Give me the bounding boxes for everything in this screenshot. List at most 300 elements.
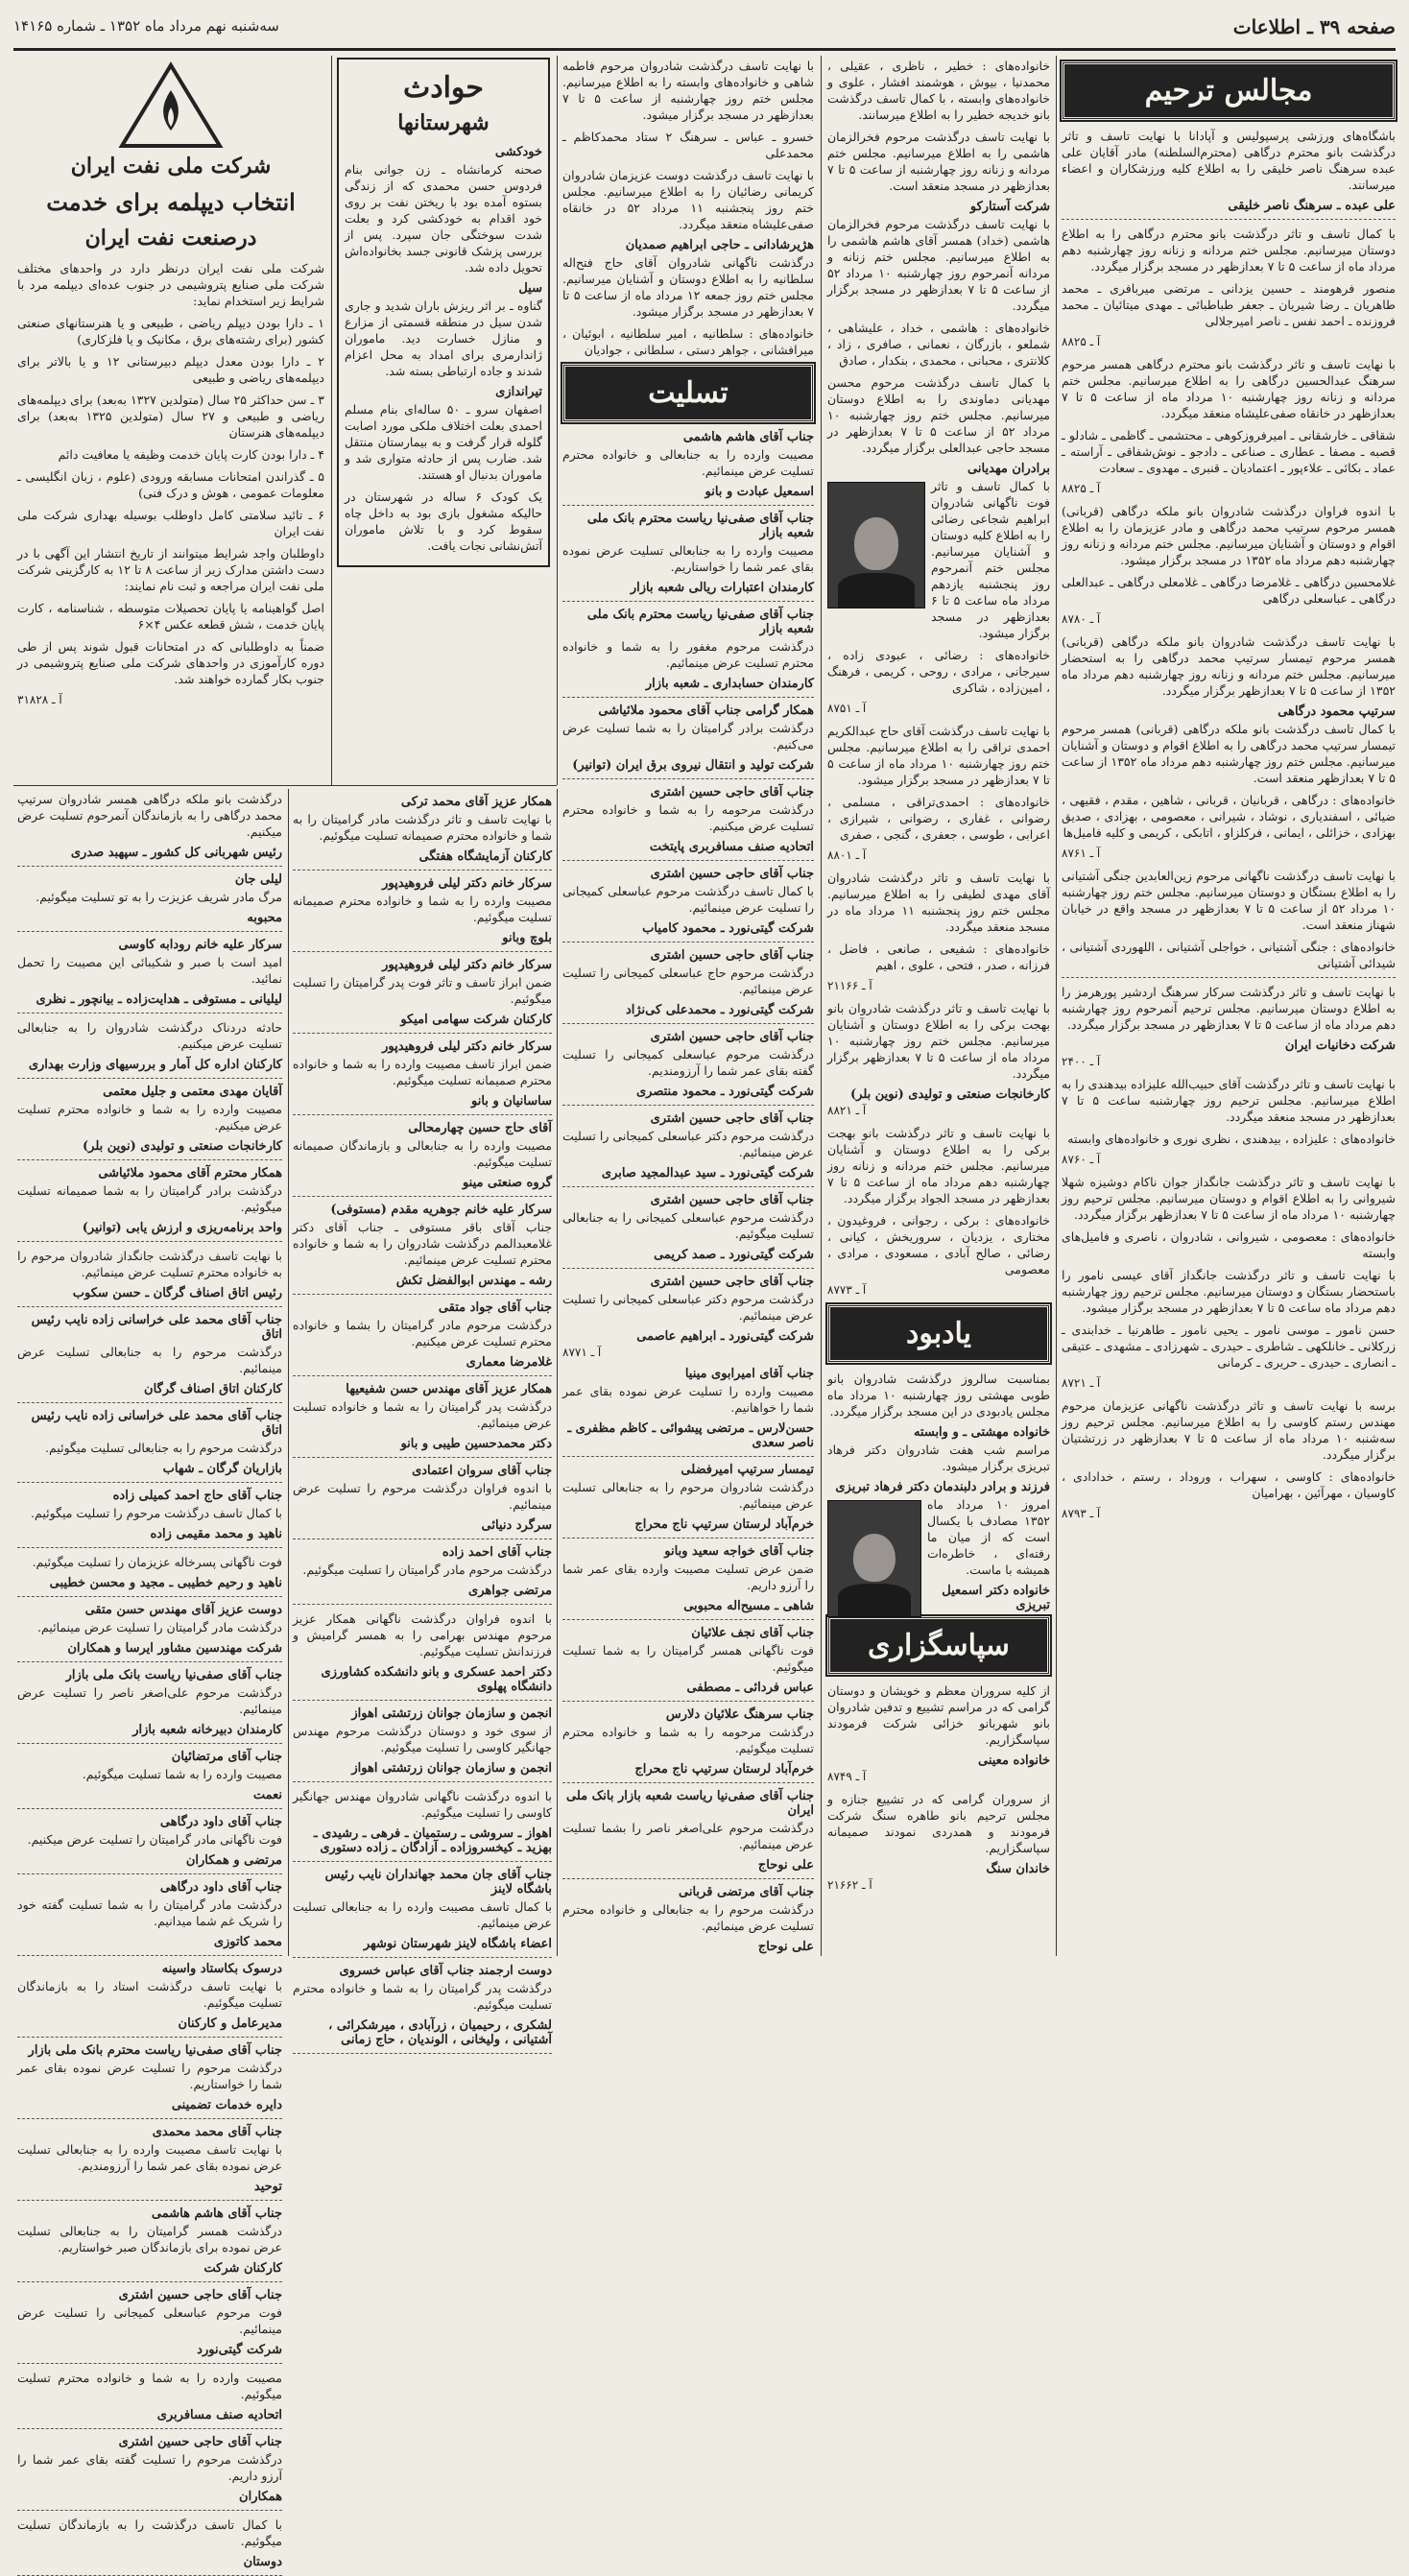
- condolence-text: درگذشت برادر گرامیتان را به شما صمیمانه تسلیت میگوئیم.: [17, 1183, 282, 1214]
- notice-text: با نهایت تاسف و تاثر درگذشت سرکار سرهنگ اردشیر پورهرمز را به اطلاع دوستان میرسانیم. مجلس ترحیم آنمرحوم روز چهارشنبه دهم مرداد ماه از ساعت ۵ تا ۷ بعدازظهر در مسجد برگزار میگردد.: [1062, 985, 1396, 1032]
- divider: [293, 1538, 552, 1539]
- condolence-sender: کارکنان اداره کل آمار و بررسیهای وزارت بهداری: [28, 1058, 282, 1072]
- notice-signature: خاندان سنگ: [986, 1862, 1050, 1876]
- ad-text: داوطلبان واجد شرایط میتوانند از تاریخ انتشار این آگهی با در دست داشتن مدارک زیر از ساعت ۸ تا ۱۲ به کارگزینی شرکت ملی نفت ایران مراجعه و ثبت نام نمایند:: [17, 546, 324, 593]
- condolence-text: فوت مرحوم عباسعلی کمیجانی را تسلیت عرض مینمائیم.: [17, 2305, 282, 2336]
- condolence-sender: کارکنان شرکت: [203, 2261, 282, 2276]
- condolence-entry: [17, 1248, 282, 1307]
- notice-text: از سروران گرامی که در تشییع جنازه و مجلس ترحیم بانو طاهره سنگ شرکت فرمودند و همدردی نمودند صمیمانه سپاسگزاریم.: [827, 1792, 1050, 1855]
- condolence-text: درگذشت برادر گرامیتان را به شما تسلیت عرض می‌کنیم.: [562, 721, 814, 751]
- divider: [1062, 977, 1396, 978]
- condolence-recipient: جناب آقای خواجه سعید وبانو: [664, 1544, 814, 1559]
- news-headline: سیل: [518, 281, 542, 296]
- notice-text: با نهایت تاسف و تاثر درگذشت بانو بهجت برکی را به اطلاع دوستان و آشنایان میرسانیم. مجلس ختم مردانه و زنانه روز چهارشنبه دهم مرداد ماه از ساعت ۵ تا ۷ بعدازظهر در مسجد الجواد برگزار میگردد.: [827, 1126, 1050, 1205]
- notice-names: خانواده‌های : علیزاده ، بیدهندی ، نظری نوری و خانواده‌های وابسته: [1067, 1132, 1396, 1146]
- condolence-sender: شرکت گیتی‌نورد ـ محمود منتصری: [635, 1085, 814, 1099]
- notice-signature: خانواده معینی: [978, 1753, 1050, 1768]
- condolence-text: فوت ناگهانی همسر گرامیتان را به شما تسلیت میگوئیم.: [562, 1643, 814, 1674]
- notice-names: خانواده‌های : هاشمی ، خداد ، علیشاهی ، شملعو ، بازرگان ، نعمانی ، صافری ، زاد ، کلانتری ، محبانی ، محمدی ، بنکدار ، صادق: [827, 321, 1050, 368]
- divider: [17, 1873, 282, 1874]
- divider: [293, 1781, 552, 1782]
- condolence-recipient: آقایان مهدی معتمی و جلیل معتمی: [103, 1085, 282, 1099]
- ad-condition: ۶ ـ تائید سلامتی کامل داوطلب بوسیله بهداری شرکت ملی نفت ایران: [17, 508, 324, 538]
- condolence-recipient: همکار گرامی جناب آقای محمود ملائیاشی: [598, 704, 814, 718]
- condolence-text: با اندوه درگذشت ناگهانی شادروان مهندس جهانگیر کاوسی را تسلیت میگوئیم.: [293, 1789, 552, 1820]
- condolence-entry: [293, 1464, 552, 1539]
- divider: [17, 1159, 282, 1160]
- notice-text: با نهایت تاسف و تاثر درگذشت بانو محترم درگاهی همسر مرحوم سرهنگ عبدالحسین درگاهی را به اطلاع میرسانیم. مجلس ختم مردانه و زنانه روز چهارشنبه ۱۰ مرداد ماه از ساعت ۵ تا ۷ بعدازظهر در خانقاه صفی‌علیشاه منعقد میگردد.: [1062, 357, 1396, 420]
- section-banner: تسلیت: [562, 364, 814, 422]
- divider: [293, 1457, 552, 1458]
- condolence-text: درگذشت مرحوم مادر گرامیتان را تسلیت میگوئیم.: [302, 1562, 552, 1577]
- condolence-entry: [293, 1203, 552, 1295]
- notice-names: حسن نامور ـ موسی نامور ـ یحیی نامور ـ طاهرنیا ـ خدابندی ـ زرکلانی ـ خانلکهی ـ شاطری ـ حیدری ـ شهرزادی ـ مشهدی ـ عتیقی ـ انصاری ـ حیدری ـ حریری ـ کرمانی: [1062, 1323, 1396, 1370]
- section-banner: یادبود: [827, 1304, 1050, 1363]
- condolence-text: فوت ناگهانی مادر گرامیتان را تسلیت عرض میکنیم.: [27, 1832, 282, 1847]
- bottom-col-b: [17, 791, 282, 2569]
- notice-text: امروز ۱۰ مرداد ماه ۱۳۵۲ مصادف با یکسال است که از میان ما رفته‌ای ، خاطره‌ات همیشه با ماست.: [927, 1497, 1050, 1577]
- condolence-recipient: جناب آقای هاشم هاشمی: [151, 2206, 282, 2221]
- divider: [17, 866, 282, 867]
- condolence-text: مصیبت وارده را به شما و خانواده محترم صمیمانه تسلیت میگوئیم.: [293, 894, 552, 924]
- notice-text: از کلیه سروران معظم و خویشان و دوستان گرامی که در مراسم تشییع و تدفین شادروان بانو شهربانو خزائی شرکت فرمودند سپاسگزاریم.: [827, 1683, 1050, 1747]
- divider: [562, 1619, 814, 1620]
- condolence-sender: شرکت گیتی‌نورد ـ سید عبدالمجید صابری: [601, 1166, 814, 1181]
- notice-code: آ ـ ۲۴۰۰: [1062, 1055, 1101, 1068]
- condolence-text: درگذشت مرحوم عباسعلی کمیجانی را تسلیت گفته بقای عمر شما را آرزومندیم.: [562, 1047, 814, 1078]
- condolence-sender: دکتر احمد عسکری و بانو دانشکده کشاورزی دانشگاه پهلوی: [321, 1665, 552, 1694]
- condolence-sender: اهواز ـ سروشی ـ رستمیان ـ فرهی ـ رشیدی ـ بهزید ـ کیخسروزاده ـ آزادگان ـ زاده دستوری: [313, 1826, 552, 1855]
- news-text: یک کودک ۶ ساله در شهرستان در حالیکه مشغول بازی بود به داخل چاه سقوط کرد و با تلاش ماموران آتش‌نشانی نجات یافت.: [345, 489, 542, 553]
- condolence-recipient: همکار عزیز آقای محمد ترکی: [400, 795, 552, 809]
- condolence-entry: [17, 1668, 282, 1744]
- condolence-sender: مدیرعامل و کارکنان: [178, 2016, 282, 2031]
- divider: [293, 870, 552, 871]
- condolence-text: مرگ مادر شریف عزیزت را به تو تسلیت میگوئیم.: [36, 890, 282, 904]
- condolence-sender: خرم‌آباد لرستان سرتیپ ناج محراج: [634, 1762, 814, 1777]
- condolence-recipient: سرکار خانم دکتر لیلی فروهیدپور: [382, 876, 552, 891]
- condolence-recipient: جناب آقای هاشم هاشمی: [682, 430, 814, 444]
- condolence-sender: دوستان: [243, 2555, 282, 2569]
- divider: [17, 1013, 282, 1014]
- notice-code: آ ـ ۸۷۶۰: [1062, 1153, 1101, 1166]
- condolence-entry: [17, 1603, 282, 1662]
- notice-text: با نهایت تاسف و تاثر درگذشت جانگداز جوان ناکام دوشیزه شهلا شیروانی را به اطلاع اقوام و دوستان میرسانیم. مجلس ترحیم روز چهارشنبه ۱۰ مرداد ماه از ساعت ۵ تا ۷ بعدازظهر برگزار میگردد.: [1062, 1175, 1396, 1222]
- notice-names: خانواده‌های : احمدی‌تراقی ، مسلمی ، رضوانی ، غفاری ، رضوانی ، شیرازی ، اعرابی ، طوسی ، جعفری ، گنجی ، صفری: [827, 795, 1050, 842]
- notice-code: آ ـ ۸۷۶۱: [1062, 847, 1101, 860]
- condolence-recipient: جناب آقای جواد متقی: [438, 1300, 552, 1315]
- notice-text: با اندوه فراوان درگذشت شادروان بانو ملکه درگاهی (قربانی) همسر مرحوم سرتیپ محمد درگاهی و مادر عزیزمان را به اطلاع اقوام و دوستان و آشنایان میرسانیم. مجلس ختم مردانه و زنانه روز چهارشنبه دهم مرداد ماه ۱۳۵۲ در مسجد برگزار میشود.: [1062, 504, 1396, 567]
- ad-code: آ ـ ۳۱۸۲۸: [17, 693, 62, 706]
- condolence-sender: همکاران: [239, 2490, 282, 2504]
- column-nioc-ad: [17, 58, 324, 779]
- condolence-entry: [293, 958, 552, 1034]
- condolence-recipient: جناب آقای امیرابوی مینیا: [684, 1367, 814, 1381]
- divider: [562, 697, 814, 698]
- notice-signature: شرکت آستارکو: [969, 200, 1050, 214]
- ad-title: انتخاب دیپلمه برای خدمت: [46, 188, 296, 216]
- condolence-text: جناب آقای باقر مستوفی ـ جناب آقای دکتر غلامعبدالمم درگذشت شادروان را به شما و خانواده محترم تسلیت عرض مینمائیم.: [293, 1220, 552, 1267]
- masthead: [13, 10, 1396, 51]
- condolence-entry: [17, 1085, 282, 1160]
- portrait-photo: [827, 482, 925, 608]
- condolence-text: از سوی خود و دوستان درگذشت مرحوم مهندس جهانگیر کاوسی را تسلیت میگوئیم.: [293, 1724, 552, 1754]
- column-notices: [827, 58, 1050, 1953]
- condolence-entry: [293, 1706, 552, 1782]
- portrait-shoulders: [838, 1584, 912, 1616]
- condolence-recipient: آقای حاج حسین چهارمحالی: [408, 1121, 552, 1135]
- condolence-entry: [293, 1300, 552, 1376]
- ad-condition: ۵ ـ گذراندن امتحانات مسابقه ورودی (علوم ، زبان انگلیسی ـ معلومات عمومی ، هوش و درک فنی): [17, 469, 324, 500]
- notice-names: خانواده‌های : جنگی آشتیانی ، خواجلی آشتیانی ، اللهوردی آشتیانی ، شیدائی آشتیانی: [1062, 940, 1396, 970]
- notice-signature: هژیرشادانی ـ حاجی ابراهیم صمدیان: [625, 238, 814, 252]
- condolence-text: مصیبت وارده را تسلیت عرض نموده بقای عمر شما را خواهانیم.: [562, 1384, 814, 1415]
- condolence-recipient: جناب آقای حاجی حسین اشتری: [650, 1193, 814, 1207]
- condolence-text: درگذشت مرحوم عباسعلی کمیجانی را به جنابعالی تسلیت میگوئیم.: [562, 1210, 814, 1241]
- divider: [562, 778, 814, 779]
- notice-signature: کارخانجات صنعتی و تولیدی (نوین بلر): [850, 1087, 1050, 1102]
- condolence-sender: کارخانجات صنعتی و تولیدی (نوین بلر): [83, 1139, 282, 1154]
- condolence-entry: [17, 1962, 282, 2038]
- column-rule: [331, 56, 332, 785]
- notice-code: آ ـ ۲۱۱۶۶: [827, 979, 872, 992]
- condolence-text: درگذشت مرحوم را به جنابعالی تسلیت عرض مینمائیم.: [17, 1345, 282, 1375]
- condolence-text: با نهایت تاسف درگذشت جانگداز شادروان مرحوم را به خانواده محترم تسلیت عرض مینمائیم.: [17, 1249, 282, 1279]
- bottom-col-a: [293, 791, 552, 2047]
- condolence-entry: [293, 1964, 552, 2054]
- condolence-recipient: جناب آقای حاج احمد کمیلی زاده: [112, 1489, 282, 1503]
- condolence-text: درگذشت مرحوم را تسلیت عرض نموده بقای عمر شما را خواستاریم.: [17, 2061, 282, 2091]
- condolence-sender: کارکنان شرکت سهامی امیکو: [400, 1013, 552, 1027]
- notice-text: مراسم شب هفت شادروان دکتر فرهاد تبریزی برگزار میشود.: [827, 1443, 1050, 1473]
- divider: [17, 2510, 282, 2511]
- news-text: گناوه ـ بر اثر ریزش باران شدید و جاری شدن سیل در منطقه قسمتی از مزارع و منازل خسارت دید. ماموران ژاندارمری برای امداد به محل اعزام شدند و جاده ارتباطی بسته شد.: [345, 298, 542, 378]
- divider: [293, 1114, 552, 1115]
- notice-names: خانواده‌های : کاوسی ، سهراب ، وروداد ، رستم ، خدادادی ، کاوسیان ، مهرآئین ، بهرامیان: [1062, 1469, 1396, 1500]
- condolence-sender: توحید: [253, 2180, 282, 2194]
- condolence-sender: دکتر محمدحسین طیبی و بانو: [400, 1437, 552, 1451]
- notice-text: با نهایت تاسف درگذشت شادروان مرحوم فاطمه شاهی و خانواده‌های وابسته را به اطلاع میرسانیم. مجلس ختم روز چهارشنبه از ساعت ۵ تا ۷ بعدازظهر در مسجد برگزار میشود.: [562, 59, 815, 122]
- condolence-text: با کمال تاسف درگذشت مرحوم را تسلیت میگوئیم.: [31, 1506, 282, 1520]
- notice-text: با نهایت تاسف و تاثر درگذشت شادروان آقای مهدی لطیفی را به اطلاع میرسانیم. مجلس ختم روز پنجشنبه ۱۱ مرداد ماه در مسجد منعقد میگردد.: [827, 871, 1050, 934]
- condolence-sender: بلوچ وبانو: [502, 931, 552, 945]
- flame-logo-icon: [118, 61, 224, 150]
- condolence-entry: [17, 938, 282, 1014]
- news-headline: تیراندازی: [495, 385, 542, 399]
- divider: [17, 2363, 282, 2364]
- condolence-text: درگذشت مرحوم حاج عباسعلی کمیجانی را تسلیت عرض مینمائیم.: [562, 966, 814, 996]
- condolence-recipient: لیلی جان: [234, 872, 282, 887]
- condolence-recipient: جناب سرهنگ علائیان دلارس: [665, 1707, 814, 1722]
- condolence-sender: سرگرد دنیائی: [481, 1518, 552, 1533]
- portrait-face: [854, 517, 898, 570]
- notice-code: آ ـ ۸۷۴۹: [827, 1770, 867, 1783]
- condolence-recipient: سرکار خانم دکتر لیلی فروهیدپور: [382, 958, 552, 972]
- condolence-sender: اتحادیه صنف مسافربری: [156, 2408, 282, 2422]
- condolence-sender: کارکنان آزمایشگاه هفتگی: [418, 849, 552, 864]
- condolence-text: مصیبت وارده را به شما و خانواده محترم تسلیت میگوئیم.: [17, 2371, 282, 2401]
- condolence-sender: رئیس شهربانی کل کشور ـ سپهبد صدری: [70, 846, 282, 860]
- condolence-sender: خرم‌آباد لرستان سرتیپ ناج محراج: [634, 1517, 814, 1532]
- condolence-recipient: جناب آقای صفی‌نیا ریاست محترم بانک ملی شعبه بازار: [586, 608, 814, 636]
- notice-text: با کمال تاسف درگذشت بانو ملکه درگاهی (قربانی) همسر مرحوم تیمسار سرتیپ محمد درگاهی را به اطلاع اقوام و دوستان و آشنایان میرسانیم. مجلس ختم روز چهارشنبه دهم مرداد ماه ۱۳۵۲ از ساعت ۵ تا ۷ بعدازظهر منعقد است.: [1062, 722, 1396, 785]
- condolence-sender: ناهید و محمد مقیمی زاده: [150, 1527, 282, 1541]
- condolence-recipient: همکار محترم آقای محمود ملائیاشی: [98, 1166, 282, 1181]
- condolence-recipient: سرکار علیه خانم جوهریه مقدم (مستوفی): [330, 1203, 552, 1217]
- divider: [562, 1268, 814, 1269]
- notice-names: شقاقی ـ خارشقانی ـ امیرفروزکوهی ـ محتشمی ـ گاظمی ـ شادلو ـ قصبه ـ مصفا ـ عطاری ـ صناعی ـ دادجو ـ نوش‌شفاقی ـ آراسته ـ عماد ـ بکائی ـ علاءپور ـ اعتمادیان ـ قنبری ـ مهدوی ـ سعادت: [1062, 428, 1396, 475]
- condolence-entry: [17, 1815, 282, 1874]
- divider: [562, 1456, 814, 1457]
- notice-signature: خانواده دکتر اسمعیل تبریزی: [942, 1584, 1050, 1612]
- condolence-entry: [17, 2435, 282, 2511]
- page-label: صفحه ۳۹ ـ اطلاعات: [1232, 15, 1396, 38]
- condolence-text: درگذشت مرحوم را به جنابعالی تسلیت میگوئیم.: [45, 1441, 282, 1455]
- notice-names: خانواده‌های : برکی ، رجوانی ، فروغیدون ، مختاری ، یزدیان ، سروریخش ، کیانی ، رضائی ، صالح آبادی ، مسعودی ، مرادی ، معصومی: [827, 1213, 1050, 1276]
- condolence-sender: شرکت گیتی‌نورد: [197, 2343, 282, 2357]
- condolence-text: با نهایت تاسف درگذشت استاد را به بازماندگان تسلیت میگوئیم.: [17, 1979, 282, 2010]
- condolence-entry: [293, 795, 552, 871]
- condolence-text: درگذشت مرحوم را تسلیت گفته بقای عمر شما را آرزو داریم.: [17, 2452, 282, 2483]
- section-rule: [13, 785, 557, 786]
- notice-code: آ ـ ۸۸۰۱: [827, 848, 867, 862]
- condolence-entry: [17, 1750, 282, 1809]
- divider: [562, 1105, 814, 1106]
- condolence-sender: واحد برنامه‌ریزی و ارزش یابی (توانیر): [82, 1221, 282, 1235]
- condolence-text: با کمال تاسف مصیبت وارده را به جنابعالی تسلیت عرض مینمائیم.: [293, 1899, 552, 1930]
- condolence-sender: کارکنان اتاق اصناف گرگان: [144, 1382, 282, 1396]
- divider: [562, 601, 814, 602]
- condolence-recipient: جناب آقای حاجی حسین اشتری: [650, 1275, 814, 1289]
- condolence-text: حادثه دردناک درگذشت شادروان را به جنابعالی تسلیت عرض میکنیم.: [17, 1020, 282, 1051]
- news-subtitle: شهرستانها: [397, 110, 490, 135]
- divider: [17, 2118, 282, 2119]
- notice-signature: سرتیپ محمود درگاهی: [1278, 704, 1396, 719]
- condolence-sender: نعمت: [252, 1788, 282, 1802]
- company-name: شرکت ملی نفت ایران: [70, 154, 272, 179]
- condolence-entry: [17, 1880, 282, 1956]
- divider: [17, 1482, 282, 1483]
- condolence-text: درگذشت مرحومه را به شما و خانواده محترم تسلیت عرض میکنیم.: [562, 802, 814, 833]
- condolence-sender: انجمن و سازمان جوانان زرتشتی اهواز: [351, 1761, 552, 1776]
- condolence-text: مصیبت وارده را به جنابعالی تسلیت عرض نموده بقای عمر شما را خواستاریم.: [562, 543, 814, 574]
- notice-text: با کمال تاسف و تاثر درگذشت بانو محترم درگاهی را به اطلاع دوستان میرسانیم. مجلس ختم مردانه و زنانه روز چهارشنبه دهم مرداد ماه از ساعت ۵ تا ۷ بعدازظهر در مسجد برگزار میگردد.: [1062, 227, 1396, 274]
- notice-text: با نهایت تاسف و تاثر درگذشت جانگداز آقای عیسی نامور را باستحضار بستگان و دوستان میرسانیم. مجلس ترحیم روز چهارشنبه دهم مرداد ماه ساعت ۵ تا ۷ بعدازظهر در مسجد برگزار میشود.: [1062, 1268, 1396, 1315]
- divider: [293, 1196, 552, 1197]
- news-headline: خودکشی: [494, 145, 542, 159]
- condolence-entry: [293, 1545, 552, 1605]
- notice-names: خانواده‌های : معصومی ، شیروانی ، شادروان ، ناصری و فامیل‌های وابسته: [1062, 1229, 1396, 1260]
- condolence-text: درگذشت همسر گرامیتان را به جنابعالی تسلیت عرض نموده برای بازماندگان صبر خواستاریم.: [17, 2224, 282, 2254]
- notice-names: خانواده‌های : درگاهی ، قربانیان ، قربانی ، شاهین ، مقدم ، فقیهی ، ضیائی ، اسفندیاری ، نوشاد ، شیرانی ، معصومی ، بهزادی ، صدیق بهزادی ، خزائلی ، ایمانی ، فرکلزاو ، اتابکی ، کریمی و کلیه فامیل‌ها: [1062, 793, 1396, 840]
- news-box: [337, 58, 550, 567]
- ad-text: اصل گواهینامه یا پایان تحصیلات متوسطه ، شناسنامه ، کارت پایان خدمت ، شش قطعه عکس ۴×۶: [17, 601, 324, 632]
- condolence-sender: اسمعیل عبادت و بانو: [704, 485, 814, 499]
- condolence-entry: [17, 1554, 282, 1597]
- notice-names: خانواده‌های : سلطانیه ، امیر سلطانیه ، ابوئیان ، میرافشانی ، جواهر دستی ، سلطانی ، جوادیان: [562, 326, 814, 357]
- condolence-text: با نهایت تاسف مصیبت وارده را به جنابعالی تسلیت عرض نموده بقای عمر شما را آرزومندیم.: [17, 2142, 282, 2173]
- ad-text: ضمناً به داوطلبانی که در امتحانات قبول شوند پس از طی دوره کارآموزی در واحدهای شرکت ملی صنایع پتروشیمی در جنوب بکار گمارده خواهند شد.: [17, 639, 324, 686]
- condolence-text: درگذشت مرحوم علی‌اصغر ناصر را تسلیت عرض مینمائیم.: [17, 1685, 282, 1716]
- condolence-recipient: جناب آقای سروان اعتمادی: [412, 1464, 552, 1478]
- condolence-text: با اندوه فراوان درگذشت ناگهانی همکار عزیز مرحوم مهندس بهرامی را به همسر گرامیش و فرزندانش تسلیت میگوئیم.: [293, 1611, 552, 1658]
- notice-text: با نهایت تاسف درگذشت ناگهانی مرحوم زین‌العابدین جنگی آشتیانی را به اطلاع بستگان و دوستان میرسانیم. مجلس ختم روز چهارشنبه ۱۰ مرداد ۵۲ از ساعت ۵ تا ۷ بعدازظهر در مسجد واقع در خیابان شهناز منعقد است.: [1062, 869, 1397, 932]
- condolence-text: با کمال تاسف درگذشت را به بازماندگان تسلیت میگوئیم.: [17, 2517, 282, 2548]
- notice-text: باشگاه‌های ورزشی پرسپولیس و آپادانا با نهایت تاسف و تاثر درگذشت بانو محترم درگاهی (محترم‌السلطنه) مادر آقایان علی عبده سرهنگ ناصر خلیقی را به اطلاع کلیه ورزشکاران و اعضاء میرسانند.: [1062, 129, 1396, 192]
- condolence-sender: ساسانیان و بانو: [471, 1094, 552, 1109]
- news-text: صحنه کرمانشاه ـ زن جوانی بنام فردوس حسن محمدی که از زندگی بستوه آمده بود با ریختن نفت بر روی خود اقدام به خودکشی کرد و بعلت شدت سوختگی جان سپرد. پس از بررسی پزشک قانونی جسد بخانواده‌اش تحویل داده شد.: [345, 162, 542, 274]
- condolence-recipient: جناب آقای حاجی حسین اشتری: [118, 2435, 282, 2449]
- condolence-recipient: جناب آقای محمد علی خراسانی زاده نایب رئیس اتاق: [31, 1313, 282, 1342]
- portrait-face: [853, 1534, 896, 1582]
- notice-names: خسرو ـ عباس ـ سرهنگ ۲ ستاد محمدکاظم ـ محمدعلی: [562, 130, 814, 160]
- condolence-sender: علی نوحاج: [757, 1940, 814, 1954]
- date-issue: سه‌شنبه نهم مرداد ماه ۱۳۵۲ ـ شماره ۱۴۱۶۵: [13, 17, 279, 35]
- condolence-text: امید است با صبر و شکیبائی این مصیبت را تحمل نمائید.: [17, 955, 282, 986]
- condolence-recipient: جناب آقای حاجی حسین اشتری: [650, 948, 814, 963]
- divider: [562, 860, 814, 861]
- divider: [17, 1596, 282, 1597]
- condolence-sender: ناهید و رحیم خطیبی ـ مجید و محسن خطیبی: [49, 1576, 282, 1590]
- condolence-sender: مرتضی جواهری: [468, 1584, 552, 1598]
- condolence-text: درگذشت مادر گرامیتان را تسلیت عرض مینمائیم.: [37, 1620, 282, 1634]
- notice-code: آ ـ ۸۷۵۱: [827, 702, 867, 715]
- column-rule: [1056, 56, 1057, 1956]
- divider: [17, 1241, 282, 1242]
- notice-names: غلامحسین درگاهی ـ غلامرضا درگاهی ـ غلامعلی درگاهی ـ عبدالعلی درگاهی ـ عباسعلی درگاهی: [1062, 575, 1396, 606]
- condolence-text: درگذشت مرحوم مادر گرامیتان را بشما و خانواده محترم تسلیت عرض میکنیم.: [293, 1318, 552, 1348]
- condolence-text: با نهایت تاسف و تاثر درگذشت مادر گرامیتان را به شما و خانواده محترم صمیمانه تسلیت میگوئیم.: [293, 812, 552, 843]
- news-text: اصفهان سرو ـ ۵۰ ساله‌ای بنام مسلم احمدی بعلت اختلاف ملکی مورد اصابت گلوله قرار گرفت و به بیمارستان منتقل شد. ضارب پس از حادثه متواری شد و ماموران بدنبال او هستند.: [345, 402, 543, 482]
- portrait-photo: [827, 1500, 921, 1617]
- condolence-recipient: همکار عزیز آقای مهندس حسن شفیعیها: [346, 1382, 552, 1396]
- condolence-recipient: دوست ارجمند جناب آقای عباس خسروی: [339, 1964, 552, 1978]
- condolence-entry: [293, 1610, 552, 1701]
- divider: [293, 1604, 552, 1605]
- condolence-entry: [17, 2043, 282, 2119]
- condolence-recipient: جناب آقای حاجی حسین اشتری: [118, 2288, 282, 2302]
- notice-signature: برادران مهدیانی: [967, 462, 1050, 476]
- condolence-recipient: دوست عزیز آقای مهندس حسن متقی: [84, 1603, 282, 1617]
- condolence-entry: [293, 1788, 552, 1862]
- condolence-recipient: جناب آقای حاجی حسین اشتری: [650, 867, 814, 881]
- condolence-recipient: جناب آقای جان محمد جهانداران نایب رئیس باشگاه لاینز: [324, 1868, 552, 1896]
- condolence-sender: حسن‌لارس ـ مرتضی پیشوائی ـ کاظم مظفری ـ ناصر سعدی: [567, 1421, 814, 1450]
- condolence-recipient: درسوک بکاستاد واسینه: [161, 1962, 282, 1976]
- notice-text: درگذشت ناگهانی شادروان آقای حاج فتح‌اله سلطانیه را به اطلاع دوستان و آشنایان میرسانیم. مجلس ختم روز جمعه ۱۲ مرداد ماه از ساعت ۵ تا ۷ بعدازظهر در مسجد برگزار میشود.: [562, 255, 814, 319]
- notice-code: آ ـ ۸۷۹۳: [1062, 1507, 1101, 1520]
- notice-signature: خانواده مهشتی ـ و وابسته: [913, 1425, 1050, 1440]
- condolence-entry: [17, 1019, 282, 1079]
- condolence-text: ضمن عرض تسلیت مصیبت وارده بقای عمر شما را آرزو داریم.: [562, 1562, 814, 1592]
- divider: [293, 1294, 552, 1295]
- divider: [17, 1743, 282, 1744]
- condolence-entry: [17, 2288, 282, 2364]
- condolence-text: درگذشت مرحوم دکتر عباسعلی کمیجانی را تسلیت عرض مینمائیم.: [562, 1292, 814, 1323]
- condolence-text: درگذشت مادر گرامیتان را به شما تسلیت گفته خود را شریک غم شما میدانیم.: [17, 1897, 282, 1928]
- condolence-text: با اندوه فراوان درگذشت مرحوم را تسلیت عرض مینمائیم.: [293, 1481, 552, 1512]
- column-condolences: [562, 58, 814, 1953]
- condolence-text: درگذشت شادروان مرحوم را به جنابعالی تسلیت عرض مینمائیم.: [562, 1480, 814, 1511]
- condolence-sender: اتحادیه صنف مسافربری پایتخت: [649, 840, 814, 854]
- ad-subtitle: درصنعت نفت ایران: [84, 226, 257, 250]
- condolence-recipient: جناب آقای مرتضائیان: [171, 1750, 282, 1764]
- condolence-text: ضمن ابراز تاسف مصیبت وارده را به شما و خانواده محترم صمیمانه تسلیت میگوئیم.: [293, 1057, 552, 1087]
- ad-condition: ۳ ـ سن حداکثر ۲۵ سال (متولدین ۱۳۲۷ به‌بعد) برای دیپلمه‌های ریاضی و طبیعی و ۲۷ سال (متولدین ۱۳۲۵ به‌بعد) برای دیپلمه‌های هنرستان: [17, 393, 325, 440]
- condolence-sender: لشکری ، رحیمیان ، زرآبادی ، میرشکرائی ، آشتیانی ، ولیخانی ، الوندیان ، حاج زمانی: [328, 2018, 552, 2047]
- notice-text: بمناسبت سالروز درگذشت شادروان بانو طوبی مهشتی روز چهارشنبه ۱۰ مرداد ماه مجلس یادبودی در این مسجد برگزار میگردد.: [827, 1371, 1050, 1419]
- condolence-recipient: جناب آقای صفی‌نیا ریاست بانک ملی بازار: [65, 1668, 282, 1682]
- condolence-sender: گروه صنعتی مینو: [462, 1176, 552, 1190]
- ad-condition: ۲ ـ دارا بودن معدل دیپلم دبیرستانی ۱۲ و یا بالاتر برای دیپلمه‌های ریاضی و طبیعی: [17, 354, 324, 385]
- column-rule: [288, 789, 289, 1956]
- condolence-recipient: جناب آقای حاجی حسین اشتری: [650, 785, 814, 799]
- notice-text: با نهایت تاسف درگذشت آقای حاج عبدالکریم احمدی تراقی را به اطلاع میرسانیم. مجلس ختم روز چهارشنبه ۱۰ مرداد ماه از ساعت ۵ تا ۷ بعدازظهر در مسجد برگزار میشود.: [827, 724, 1050, 787]
- condolence-entry: [17, 791, 282, 867]
- condolence-entry: [17, 872, 282, 932]
- condolence-entry: [293, 1382, 552, 1458]
- divider: [17, 1306, 282, 1307]
- condolence-sender: شرکت گیتی‌نورد ـ ابراهیم عاصمی: [636, 1329, 814, 1344]
- condolence-recipient: جناب آقای صفی‌نیا ریاست محترم بانک ملی بازار: [28, 2043, 282, 2058]
- condolence-entry: [293, 1039, 552, 1115]
- condolence-sender: محمد کاتوزی: [213, 1935, 282, 1949]
- condolence-entry: [17, 1313, 282, 1403]
- condolence-sender: دایره خدمات تضمینی: [171, 2098, 282, 2112]
- divider: [17, 1955, 282, 1956]
- condolence-entry: [293, 1868, 552, 1958]
- divider: [17, 2200, 282, 2201]
- condolence-recipient: انجمن و سازمان جوانان زرتشتی اهواز: [351, 1706, 552, 1721]
- ad-text: شرکت ملی نفت ایران درنظر دارد در واحدهای مختلف شرکت ملی صنایع پتروشیمی در جنوب عده‌ای دیپلمه مرد با شرایط زیر استخدام نماید:: [17, 261, 324, 308]
- notice-code: آ ـ ۸۸۲۵: [1062, 482, 1101, 495]
- condolence-sender: شرکت تولید و انتقال نیروی برق ایران (توانیر): [572, 758, 814, 773]
- condolence-sender: علی نوحاج: [757, 1858, 814, 1872]
- condolence-recipient: جناب آقای مرتضی قربانی: [679, 1885, 814, 1899]
- notice-code: آ ـ ۲۱۶۶۲: [827, 1878, 872, 1892]
- condolence-text: با کمال تاسف درگذشت مرحوم عباسعلی کمیجانی را تسلیت عرض مینمائیم.: [562, 884, 814, 915]
- condolence-entry: [293, 876, 552, 952]
- divider: [562, 1878, 814, 1879]
- condolence-sender: عباس فردائی ـ مصطفی: [686, 1681, 814, 1695]
- condolence-recipient: جناب آقای داود درگاهی: [159, 1815, 282, 1829]
- notice-text: با نهایت تاسف درگذشت مرحوم فخرالزمان هاشمی را به اطلاع میرسانیم. مجلس ختم مردانه و زنانه روز چهارشنبه از ساعت ۵ تا ۷ بعدازظهر در مسجد منعقد است.: [827, 130, 1051, 193]
- condolence-recipient: جناب آقای حاجی حسین اشتری: [650, 1030, 814, 1044]
- condolence-text: درگذشت مرحوم مغفور را به شما و خانواده محترم تسلیت عرض مینمائیم.: [562, 639, 814, 670]
- divider: [562, 505, 814, 506]
- notice-text: خانواده‌های : خطیر ، ناظری ، عقیلی ، محمدنیا ، بیوش ، هوشمند افشار ، علوی و خانواده‌های وابسته ، با کمال تاسف درگذشت بانو خدیجه خطیر را به اطلاع میرسانند.: [827, 59, 1050, 122]
- condolence-recipient: جناب آقای داود درگاهی: [159, 1880, 282, 1895]
- condolence-sender: رئیس اتاق اصناف گرگان ـ حسن سکوب: [72, 1286, 282, 1300]
- column-incidents: [337, 58, 550, 779]
- divider: [17, 931, 282, 932]
- condolence-text: درگذشت مرحوم را به جنابعالی و خانواده محترم تسلیت عرض مینمائیم.: [562, 1902, 814, 1933]
- portrait-shoulders: [838, 573, 915, 608]
- condolence-sender: شاهی ـ مسیح‌اله محبوبی: [683, 1599, 814, 1613]
- divider: [293, 1033, 552, 1034]
- condolence-text: مصیبت وارده را به جنابعالی و خانواده محترم تسلیت عرض مینمائیم.: [562, 447, 814, 478]
- section-banner: سپاسگزاری: [827, 1616, 1050, 1675]
- condolence-recipient: جناب آقای محمد علی خراسانی زاده نایب رئیس اتاق: [31, 1409, 282, 1438]
- notice-text: با نهایت تاسف درگذشت شادروان بانو ملکه درگاهی (قربانی) همسر مرحوم تیمسار سرتیپ محمد درگاهی را به استحضار میرسانیم. مجلس ختم مردانه و زنانه روز چهارشنبه دهم مرداد ماه ۱۳۵۲ از ساعت ۵ تا ۷ بعدازظهر برگزار میگردد.: [1062, 634, 1396, 698]
- condolence-entry: [17, 1166, 282, 1242]
- condolence-sender: محبوبه: [247, 911, 282, 925]
- condolence-text: درگذشت پدر گرامیتان را به شما و خانواده تسلیت عرض مینمائیم.: [293, 1399, 552, 1430]
- notice-signature: علی عبده ـ سرهنگ ناصر خلیقی: [1228, 199, 1396, 213]
- notice-signature: شرکت دخانیات ایران: [1284, 1038, 1396, 1053]
- divider: [562, 1701, 814, 1702]
- condolence-text: درگذشت مرحوم علی‌اصغر ناصر را بشما تسلیت عرض مینمائیم.: [562, 1821, 814, 1851]
